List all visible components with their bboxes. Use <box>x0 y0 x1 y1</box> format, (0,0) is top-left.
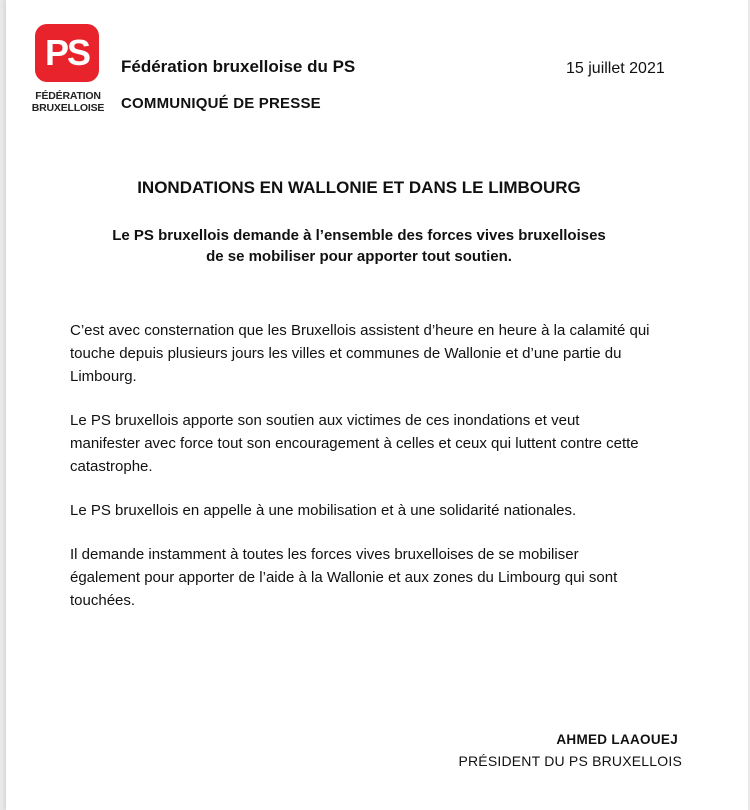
body-paragraph: Le PS bruxellois apporte son soutien aux victimes de ces inondations et veut manifester avec force tout son encouragement à celles et ceux qui luttent contre cette catastrophe. <box>70 412 639 475</box>
logo-caption <box>29 90 107 114</box>
signatory-name: AHMED LAAOUEJ <box>556 732 678 747</box>
press-release-title: INONDATIONS EN WALLONIE ET DANS LE LIMBOURG <box>137 178 581 197</box>
signatory-role: PRÉSIDENT DU PS BRUXELLOIS <box>458 753 682 769</box>
organization-name: Fédération bruxelloise du PS <box>121 57 356 76</box>
logo-caption-line1: FÉDÉRATION <box>35 90 101 102</box>
body-paragraph: C’est avec consternation que les Bruxellois assistent d’heure en heure à la calamité qui touche depuis plusieurs jours les villes et communes de Wallonie et d’une partie du Limbourg. <box>70 322 650 385</box>
press-release-page <box>6 0 748 810</box>
subtitle-line2: de se mobiliser pour apporter tout soutien. <box>206 248 512 265</box>
ps-logo-icon: PS <box>35 24 99 82</box>
press-release-subtitle <box>66 225 652 267</box>
press-release-body <box>70 319 650 633</box>
subtitle-line1: Le PS bruxellois demande à l’ensemble des forces vives bruxelloises <box>112 227 606 244</box>
body-paragraph: Le PS bruxellois en appelle à une mobilisation et à une solidarité nationales. <box>70 502 577 519</box>
logo-caption-line2: BRUXELLOISE <box>31 102 105 114</box>
body-paragraph: Il demande instamment à toutes les forces vives bruxelloises de se mobiliser également pour apporter de l’aide à la Wallonie et aux zones du Limbourg qui sont touchées. <box>70 546 618 609</box>
document-type: COMMUNIQUÉ DE PRESSE <box>121 95 321 112</box>
release-date: 15 juillet 2021 <box>566 60 665 77</box>
ps-federation-logo <box>29 24 107 114</box>
